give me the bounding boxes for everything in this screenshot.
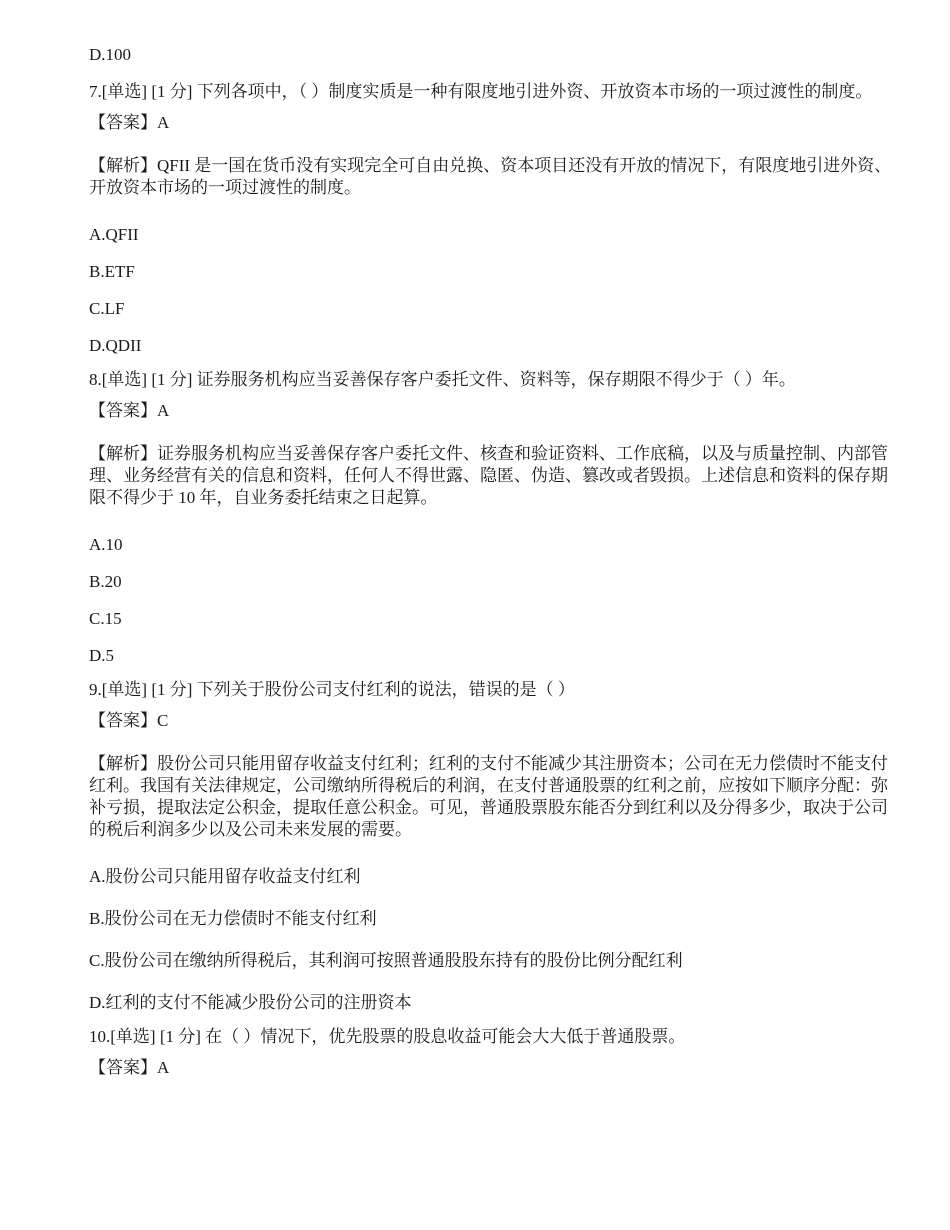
option-text: D.5 <box>89 646 115 665</box>
option-text: A.QFII <box>89 225 139 244</box>
option-text: C.15 <box>89 609 122 628</box>
question-text: 9.[单选] [1 分] 下列关于股份公司支付红利的说法，错误的是（ ） <box>89 680 575 699</box>
question-text: 10.[单选] [1 分] 在（ ）情况下，优先股票的股息收益可能会大大低于普通股票。 <box>89 1027 686 1046</box>
answer-text: 【答案】A <box>89 401 170 420</box>
option-text: D.100 <box>89 45 132 64</box>
option-text: D.红利的支付不能减少股份公司的注册资本 <box>89 993 412 1012</box>
explanation-text: 【解析】证券服务机构应当妥善保存客户委托文件、核查和验证资料、工作底稿，以及与质量控制、内部管理、业务经营有关的信息和资料，任何人不得世露、隐匿、伪造、篡改或者毁损。上述信息和资料的保存期限不得少于 10 年，自业务委托结束之日起算。 <box>89 444 888 507</box>
answer-text: 【答案】C <box>89 711 169 730</box>
question-text: 7.[单选] [1 分] 下列各项中，（ ）制度实质是一种有限度地引进外资、开放资本市场的一项过渡性的制度。 <box>89 82 873 101</box>
option-text: A.10 <box>89 535 123 554</box>
option-text: A.股份公司只能用留存收益支付红利 <box>89 867 361 886</box>
explanation-text: 【解析】股份公司只能用留存收益支付红利；红利的支付不能减少其注册资本；公司在无力偿债时不能支付红利。我国有关法律规定，公司缴纳所得税后的利润，在支付普通股票的红利之前，应按如下顺序分配：弥补亏损，提取法定公积金，提取任意公积金。可见，普通股票股东能否分到红利以及分得多少，取决于公司的税后利润多少以及公司未来发展的需要。 <box>89 754 888 839</box>
question-text: 8.[单选] [1 分] 证券服务机构应当妥善保存客户委托文件、资料等，保存期限不得少于（ ）年。 <box>89 370 796 389</box>
answer-text: 【答案】A <box>89 113 170 132</box>
option-text: C.股份公司在缴纳所得税后，其利润可按照普通股股东持有的股份比例分配红利 <box>89 951 683 970</box>
document-page <box>89 44 904 1100</box>
answer-text: 【答案】A <box>89 1058 170 1077</box>
option-text: B.20 <box>89 572 122 591</box>
option-text: C.LF <box>89 299 125 318</box>
option-text: B.ETF <box>89 262 135 281</box>
option-text: D.QDII <box>89 336 142 355</box>
explanation-text: 【解析】QFII 是一国在货币没有实现完全可自由兑换、资本项目还没有开放的情况下，有限度地引进外资、开放资本市场的一项过渡性的制度。 <box>89 156 892 197</box>
option-text: B.股份公司在无力偿债时不能支付红利 <box>89 909 377 928</box>
